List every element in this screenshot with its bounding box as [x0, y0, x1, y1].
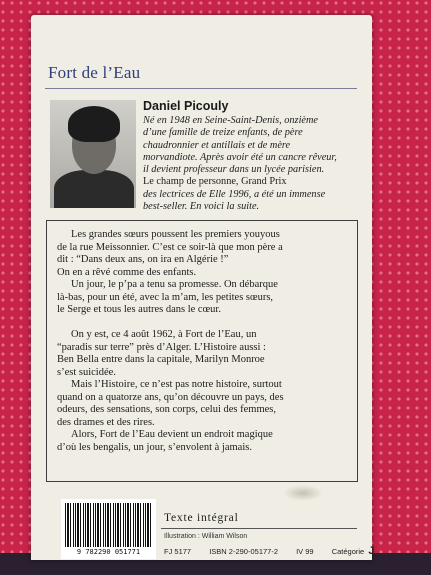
blurb-line: des drames et des rires.	[57, 416, 155, 428]
bio-line: Né en 1948 en Seine-Saint-Denis, onzième	[143, 115, 319, 126]
bio-line: best-seller. En voici la suite.	[143, 201, 260, 213]
blurb-line: s’est suicidée.	[57, 366, 116, 378]
isbn: ISBN 2-290-05177-2	[209, 547, 278, 556]
blurb-line: Les grandes sœurs poussent les premiers youyous	[71, 229, 280, 240]
book-title: Fort de l’Eau	[48, 63, 141, 82]
iv-code: IV 99	[296, 547, 314, 556]
blurb-paragraph	[57, 379, 347, 429]
cover-scuff	[283, 485, 323, 501]
bio-line: chaudronnier et antillais et de mère	[143, 139, 291, 151]
blurb-box	[46, 220, 358, 482]
blurb-paragraph	[57, 229, 347, 279]
barcode	[61, 499, 156, 559]
blurb-line: Alors, Fort de l’Eau devient un endroit magique	[71, 429, 273, 440]
author-name: Daniel Picouly	[143, 99, 229, 113]
blurb-line: Mais l’Histoire, ce n’est pas notre histoire, surtout	[71, 379, 282, 390]
ref-code: FJ 5177	[164, 547, 192, 556]
blurb-line: d’où les bengalis, un jour, s’envolent à jamais.	[57, 441, 252, 453]
author-bio	[143, 115, 357, 213]
blurb-line: là-bas, pour un été, avec la m’am, les petites sœurs,	[57, 291, 274, 303]
blurb-line: On y est, ce 4 août 1962, à Fort de l’Eau, un	[71, 329, 257, 340]
title-rule	[45, 88, 357, 89]
reference-line	[164, 545, 375, 557]
footer-rule	[161, 528, 357, 529]
texte-integral-label: Texte intégral	[164, 512, 239, 524]
blurb-line: odeurs, des sensations, son corps, celui des femmes,	[57, 404, 276, 416]
book-back-cover	[31, 15, 375, 560]
blurb-line: Un jour, le p’pa a tenu sa promesse. On débarque	[71, 279, 278, 290]
blurb-paragraph	[57, 279, 347, 317]
categorie-letter: J	[368, 545, 375, 557]
bio-line: il devient professeur dans un lycée parisien.	[143, 164, 325, 176]
blurb-line: Ben Bella entre dans la capitale, Marilyn Monroe	[57, 354, 265, 366]
categorie-label: Catégorie	[331, 547, 365, 556]
bio-line: des lectrices de Elle 1996, a été un immense	[143, 188, 326, 200]
bio-line: Le champ de personne, Grand Prix	[143, 176, 287, 188]
barcode-digits: 9 782290 051771	[76, 548, 141, 556]
blurb-line: On en a rêvé comme des enfants.	[57, 266, 197, 278]
barcode-bars	[65, 503, 152, 547]
blurb-line: “paradis sur terre” près d’Alger. L’Histoire aussi :	[57, 341, 266, 353]
author-photo	[50, 100, 136, 208]
illustration-credit: Illustration : William Wilson	[164, 533, 248, 540]
blurb-line: le Serge et tous les autres dans le cœur.	[57, 304, 221, 316]
blurb-paragraph	[57, 429, 347, 454]
blurb-line: de la rue Meissonnier. C’est ce soir-là que mon père a	[57, 241, 283, 253]
bio-line: morvandiote. Après avoir été un cancre rêveur,	[143, 151, 337, 163]
blurb-line: quand on a quatorze ans, qu’on découvre un pays, des	[57, 391, 284, 403]
blurb-paragraph	[57, 329, 347, 379]
bio-line: d’une famille de treize enfants, de père	[143, 127, 303, 139]
blurb-line: dit : “Dans deux ans, on ira en Algérie !”	[57, 254, 229, 266]
